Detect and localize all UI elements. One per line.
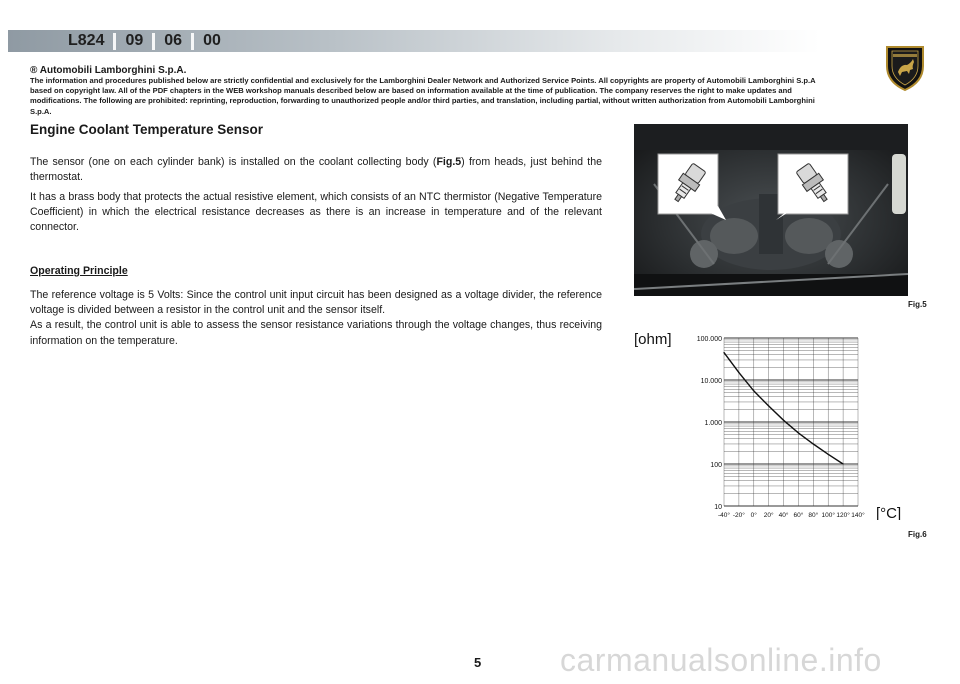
x-tick-label: 100° [821, 512, 835, 519]
code-separator [152, 33, 155, 50]
paragraph-location [30, 155, 602, 185]
paragraph-location-text-end: ) from heads, just behind the thermostat. [30, 156, 602, 184]
fig5-reference: Fig.5 [436, 156, 462, 168]
paragraph-reference-voltage: The reference voltage is 5 Volts: Since the control unit input circuit has been designed as a voltage divider, the reference voltage is divided between a resistor in the control unit and the sensor itself. [30, 289, 602, 317]
x-tick-label: -40° [718, 512, 730, 519]
paragraph-operating-principle [30, 288, 602, 349]
y-axis-label: [ohm] [634, 331, 672, 348]
paragraph-location-text: The sensor (one on each cylinder bank) is installed on the coolant collecting body ( [30, 156, 437, 168]
ntc-resistance-chart [620, 320, 920, 520]
y-tick-label: 10.000 [700, 378, 722, 385]
code-separator [191, 33, 194, 50]
chart-grid [724, 338, 858, 506]
x-tick-label: 80° [808, 512, 819, 519]
lamborghini-logo-icon [883, 44, 927, 92]
chart-ticks [697, 336, 865, 519]
y-tick-label: 100 [710, 462, 722, 469]
x-tick-label: 40° [778, 512, 789, 519]
x-tick-label: 20° [763, 512, 774, 519]
y-tick-label: 100.000 [696, 336, 722, 343]
code-subgroup: 06 [164, 32, 183, 49]
y-tick-label: 1.000 [704, 420, 722, 427]
x-tick-label: 0° [750, 512, 757, 519]
x-tick-label: -20° [732, 512, 745, 519]
fig6-caption: Fig.6 [908, 530, 927, 539]
fig5-caption: Fig.5 [908, 300, 927, 309]
x-tick-label: 120° [836, 512, 850, 519]
engine-photo [634, 124, 908, 296]
page-number: 5 [474, 655, 482, 670]
x-axis-label: [°C] [876, 505, 902, 520]
code-group: 09 [125, 32, 144, 49]
x-tick-label: 140° [851, 512, 865, 519]
document-code [68, 31, 221, 51]
code-revision: 00 [203, 32, 221, 49]
subheading-operating-principle: Operating Principle [30, 265, 128, 277]
x-tick-label: 60° [793, 512, 804, 519]
code-model: L824 [68, 32, 105, 49]
company-name: ® Automobili Lamborghini S.p.A. [30, 65, 187, 76]
paragraph-result: As a result, the control unit is able to assess the sensor resistance variations through the voltage changes, thus receiving information on the temperature. [30, 319, 602, 347]
page-title: Engine Coolant Temperature Sensor [30, 122, 264, 137]
paragraph-description: It has a brass body that protects the actual resistive element, which consists of an NTC thermistor (Negative Temperature Coefficient) in which the electrical resistance decreases as there is an increase in temperature and of the relevant connector. [30, 191, 602, 234]
y-tick-label: 10 [714, 504, 722, 511]
code-separator [113, 33, 116, 50]
watermark: carmanualsonline.info [560, 642, 882, 678]
legal-notice: The information and procedures published below are strictly confidential and exclusively for the Lamborghini Dealer Network and Authorized Service Points. All copyrights are property of Automobili Lamborghini S.p.A based on copyright law. All of the PDF chapters in the WEB workshop manuals described below are based on information available at the time of publication. The company reserves the right to make updates and modifications. The following are prohibited: reprinting, reproduction, forwarding to unauthorized people and/or third parties, and translation, including partial, without written authorization from Automobili Lamborghini S.p.A. [30, 76, 816, 116]
